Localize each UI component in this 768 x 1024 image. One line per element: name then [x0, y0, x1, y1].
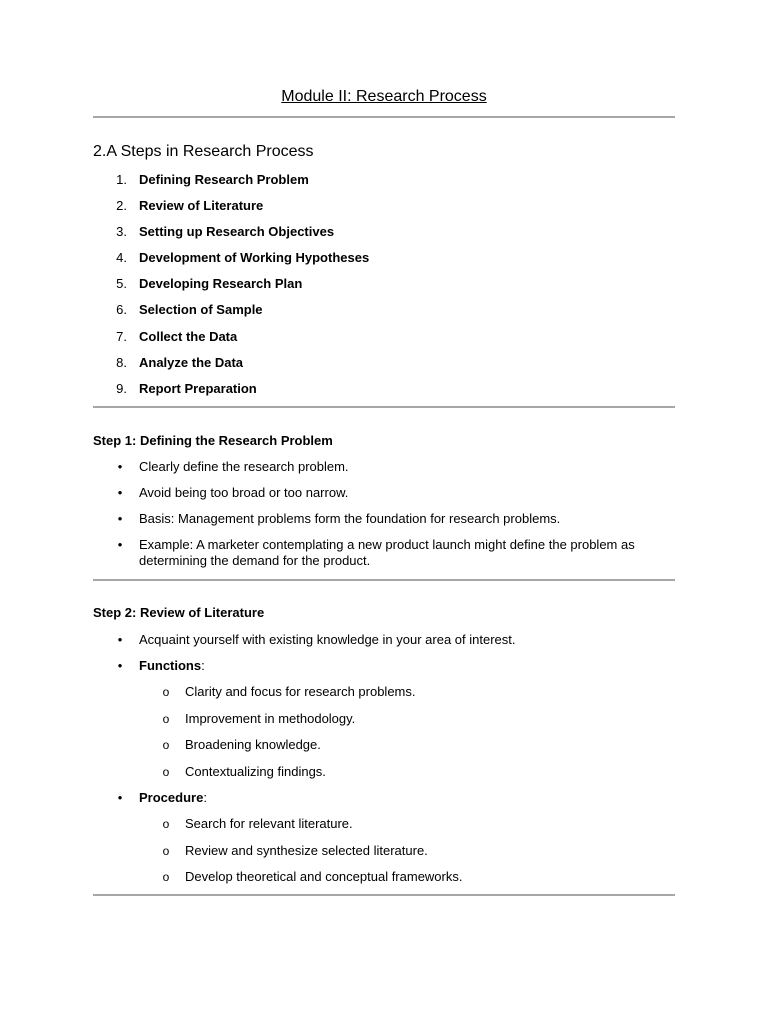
sub-bullet-text: Clarity and focus for research problems. — [185, 684, 416, 699]
list-label: Report Preparation — [139, 380, 257, 396]
step2-bullets — [93, 632, 675, 896]
list-number: 2. — [116, 198, 127, 214]
sub-bullet-icon: o — [162, 685, 170, 699]
colon: : — [201, 658, 205, 673]
list-item — [93, 300, 675, 326]
list-item — [93, 170, 675, 196]
list-number: 7. — [116, 328, 127, 344]
list-item — [93, 196, 675, 222]
sub-list-item — [93, 711, 675, 727]
bullet-text: Acquaint yourself with existing knowledge in your area of interest. — [139, 632, 516, 647]
list-number: 4. — [116, 250, 127, 266]
list-item — [93, 790, 675, 806]
bullet-text — [139, 790, 675, 806]
bullet-text — [139, 658, 675, 674]
list-item — [93, 222, 675, 248]
divider — [93, 579, 675, 581]
bullet-icon: • — [117, 485, 123, 500]
procedure-label: Procedure — [139, 790, 204, 805]
sub-bullet-text: Develop theoretical and conceptual frameworks. — [185, 869, 463, 884]
step1-heading: Step 1: Defining the Research Problem — [93, 433, 333, 448]
list-label: Selection of Sample — [139, 302, 263, 318]
list-number: 8. — [116, 354, 127, 370]
step2-heading: Step 2: Review of Literature — [93, 605, 265, 620]
bullet-icon: • — [117, 658, 123, 673]
list-number: 5. — [116, 276, 127, 292]
list-item — [93, 379, 675, 405]
sub-bullet-icon: o — [162, 817, 170, 831]
bullet-text: Clearly define the research problem. — [139, 459, 349, 474]
sub-bullet-text: Broadening knowledge. — [185, 737, 321, 752]
list-number: 6. — [116, 302, 127, 318]
list-item — [93, 459, 675, 475]
colon: : — [203, 790, 207, 805]
sub-bullet-icon: o — [162, 764, 170, 779]
list-number: 3. — [116, 224, 127, 240]
sub-list-item — [93, 737, 675, 753]
list-label: Setting up Research Objectives — [139, 224, 335, 240]
sub-bullet-icon: o — [162, 711, 170, 726]
bullet-text: Avoid being too broad or too narrow. — [139, 485, 349, 500]
list-item — [93, 274, 675, 300]
steps-list — [93, 170, 675, 405]
list-item — [93, 658, 675, 674]
list-label: Development of Working Hypotheses — [139, 250, 370, 266]
step1-bullets — [93, 459, 675, 579]
sub-list-item — [93, 869, 675, 885]
sub-list-item — [93, 764, 675, 780]
sub-list-item — [93, 816, 675, 832]
sub-list-item — [93, 843, 675, 859]
list-label: Review of Literature — [139, 198, 264, 214]
list-item — [93, 353, 675, 379]
divider — [93, 406, 675, 408]
sub-list-item — [93, 684, 675, 700]
sub-bullet-text: Review and synthesize selected literature. — [185, 842, 428, 858]
bullet-icon: • — [117, 537, 123, 552]
list-item — [93, 327, 675, 353]
divider — [93, 116, 675, 118]
list-label: Defining Research Problem — [139, 172, 309, 187]
section-heading: 2.A Steps in Research Process — [93, 143, 314, 160]
bullet-text: Basis: Management problems form the foundation for research problems. — [139, 511, 561, 526]
list-item — [93, 537, 675, 569]
sub-bullet-text: Improvement in methodology. — [185, 710, 356, 726]
list-item — [93, 511, 675, 527]
sub-bullet-text: Search for relevant literature. — [185, 816, 353, 831]
functions-label: Functions — [139, 658, 202, 673]
list-label: Analyze the Data — [139, 354, 244, 370]
divider — [93, 894, 675, 896]
bullet-icon: • — [117, 459, 123, 474]
list-item — [93, 248, 675, 274]
bullet-text: Example: A marketer contemplating a new product launch might define the problem as determining the demand for the product. — [139, 537, 635, 568]
sub-bullet-text: Contextualizing findings. — [185, 763, 326, 779]
list-number: 9. — [116, 380, 127, 396]
list-number: 1. — [116, 172, 127, 187]
sub-bullet-icon: o — [162, 843, 170, 858]
bullet-icon: • — [117, 511, 123, 526]
list-label: Collect the Data — [139, 328, 238, 344]
list-item — [93, 632, 675, 648]
bullet-icon: • — [117, 790, 123, 805]
list-label: Developing Research Plan — [139, 276, 303, 292]
page-title: Module II: Research Process — [281, 88, 487, 105]
sub-bullet-icon: o — [162, 738, 170, 752]
sub-bullet-icon: o — [162, 870, 170, 884]
list-item — [93, 485, 675, 501]
bullet-icon: • — [117, 632, 123, 647]
